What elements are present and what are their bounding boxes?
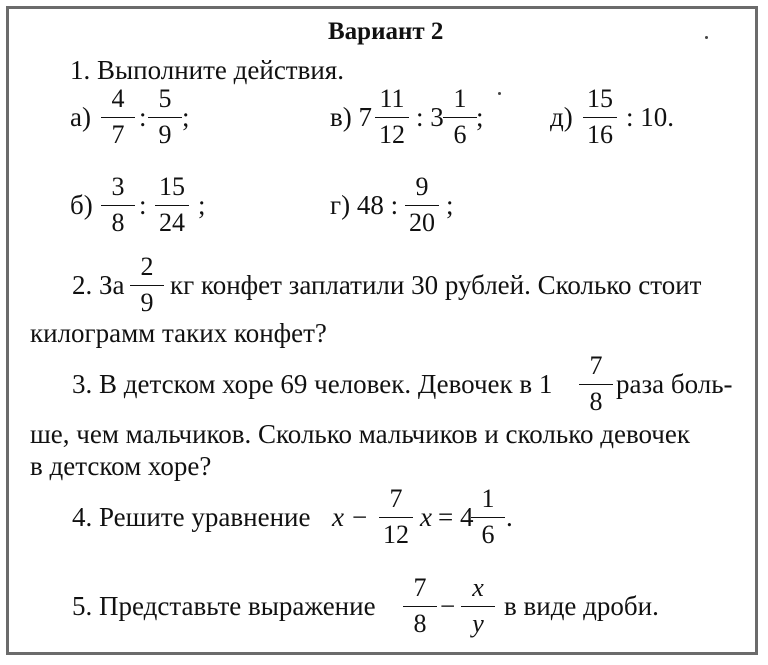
- fraction: 7 8: [576, 352, 616, 418]
- fraction: 2 9: [127, 253, 167, 319]
- separator: ;: [182, 102, 190, 132]
- fraction: 5 9: [145, 85, 185, 151]
- fraction: 15 16: [580, 85, 620, 151]
- task1-d-label: д): [550, 102, 573, 132]
- task1-g-label: г) 48 :: [330, 190, 399, 220]
- variable: x: [332, 502, 344, 532]
- fraction: x y: [458, 574, 498, 640]
- operator: −: [440, 591, 456, 621]
- operator: : 3: [416, 102, 444, 132]
- separator: ;: [476, 102, 484, 132]
- fraction: 9 20: [402, 173, 442, 239]
- operator: :: [139, 102, 147, 132]
- task5-text: в виде дроби.: [504, 591, 659, 621]
- task3-text: раза боль-: [616, 369, 733, 399]
- variable: x: [420, 502, 432, 532]
- task1-d-rest: : 10.: [626, 102, 675, 132]
- task1-a-label: а): [70, 102, 91, 132]
- fraction: 11 12: [372, 85, 412, 151]
- fraction: 15 24: [152, 173, 192, 239]
- task4-text: = 4: [438, 502, 474, 532]
- task2-text: кг конфет заплатили 30 рублей. Сколько стоит: [170, 270, 702, 300]
- task1-heading: 1. Выполните действия.: [70, 55, 344, 85]
- fraction: 7 8: [400, 574, 440, 640]
- fraction: 3 8: [98, 173, 138, 239]
- task1-v-label: в) 7: [330, 102, 372, 132]
- operator: −: [352, 502, 368, 532]
- separator: .: [506, 502, 513, 532]
- separator: ;: [446, 190, 454, 220]
- task3-text: ше, чем мальчиков. Сколько мальчиков и сколько девочек: [30, 419, 690, 449]
- task3-text: 3. В детском хоре 69 человек. Девочек в 1: [72, 369, 553, 399]
- task2-text: килограмм таких конфет?: [30, 318, 327, 348]
- operator: :: [139, 190, 147, 220]
- task1-b-label: б): [70, 190, 93, 220]
- separator: ;: [198, 190, 206, 220]
- speck: [498, 92, 501, 95]
- speck: [705, 36, 708, 39]
- fraction: 1 6: [440, 85, 480, 151]
- task4-text: 4. Решите уравнение: [72, 502, 311, 532]
- task5-text: 5. Представьте выражение: [72, 591, 376, 621]
- page-title: Вариант 2: [328, 18, 444, 45]
- task3-text: в детском хоре?: [30, 451, 212, 481]
- fraction: 4 7: [98, 85, 138, 151]
- task2-text: 2. За: [72, 270, 125, 300]
- fraction: 7 12: [376, 485, 416, 551]
- fraction: 1 6: [468, 485, 508, 551]
